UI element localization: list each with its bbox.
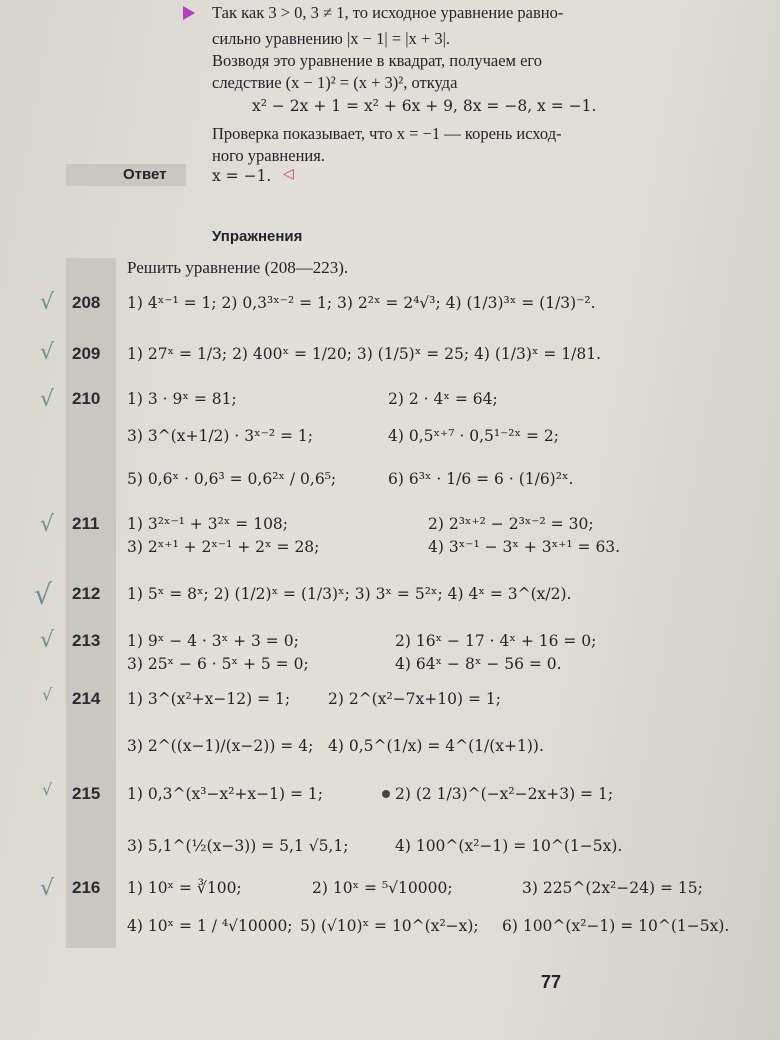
exercise-210-3: 3) 3^(x+1/2) · 3ˣ⁻² = 1; — [127, 427, 313, 445]
exercise-213-2: 2) 16ˣ − 17 · 4ˣ + 16 = 0; — [395, 632, 597, 650]
exercise-211-4: 4) 3ˣ⁻¹ − 3ˣ + 3ˣ⁺¹ = 63. — [428, 538, 621, 556]
exercise-216-2: 2) 10ˣ = ⁵√10000; — [312, 879, 453, 897]
exercise-215-4: 4) 100^(x²−1) = 10^(1−5x). — [395, 837, 623, 855]
end-of-example-icon: ◁ — [283, 166, 294, 182]
check-mark-icon: √ — [40, 340, 55, 365]
exercise-215-1: 1) 0,3^(x³−x²+x−1) = 1; — [127, 785, 323, 803]
exercise-212-text: 1) 5ˣ = 8ˣ; 2) (1/2)ˣ = (1/3)ˣ; 3) 3ˣ = 5²ˣ; 4) 4ˣ = 3^(x/2). — [127, 585, 572, 603]
exercise-209-text: 1) 27ˣ = 1/3; 2) 400ˣ = 1/20; 3) (1/5)ˣ = 25; 4) (1/3)ˣ = 1/81. — [127, 345, 602, 363]
section-subtitle: Решить уравнение (208—223). — [127, 258, 349, 277]
exercise-number: 210 — [72, 389, 101, 408]
answer-value: x = −1. — [212, 167, 272, 185]
check-mark-icon: √ — [34, 578, 52, 611]
exercise-216-1: 1) 10ˣ = ∛100; — [127, 879, 242, 897]
intro-line-3: Возводя это уравнение в квадрат, получаем его — [212, 51, 543, 70]
exercise-211-2: 2) 2³ˣ⁺² − 2³ˣ⁻² = 30; — [428, 515, 594, 533]
exercise-214-2: 2) 2^(x²−7x+10) = 1; — [328, 690, 501, 708]
intro-line-1: Так как 3 > 0, 3 ≠ 1, то исходное уравнение равно- — [212, 3, 564, 22]
check-mark-icon: √ — [40, 628, 55, 653]
answer-label: Ответ — [123, 166, 167, 183]
exercise-213-1: 1) 9ˣ − 4 · 3ˣ + 3 = 0; — [127, 632, 299, 650]
exercise-216-5: 5) (√10)ˣ = 10^(x²−x); — [300, 917, 479, 935]
exercise-213-4: 4) 64ˣ − 8ˣ − 56 = 0. — [395, 655, 562, 673]
exercise-210-5: 5) 0,6ˣ · 0,6³ = 0,6²ˣ / 0,6⁵; — [127, 470, 337, 488]
exercise-number: 212 — [72, 584, 101, 603]
exercise-number: 216 — [72, 878, 101, 897]
exercise-number: 213 — [72, 631, 101, 650]
section-title: Упражнения — [212, 228, 303, 245]
exercise-211-1: 1) 3²ˣ⁻¹ + 3²ˣ = 108; — [127, 515, 289, 533]
exercise-215-2: 2) (2 1/3)^(−x²−2x+3) = 1; — [395, 785, 614, 803]
exercise-number: 209 — [72, 344, 101, 363]
exercise-216-4: 4) 10ˣ = 1 / ⁴√10000; — [127, 917, 293, 935]
exercise-number: 211 — [72, 514, 100, 533]
check-mark-icon: √ — [40, 876, 55, 901]
intro-line-4: следствие (x − 1)² = (x + 3)², откуда — [212, 73, 458, 92]
exercise-210-2: 2) 2 · 4ˣ = 64; — [388, 390, 498, 408]
exercise-number: 208 — [72, 293, 101, 312]
exercise-number: 214 — [72, 689, 101, 708]
exercise-216-3: 3) 225^(2x²−24) = 15; — [522, 879, 703, 897]
exercise-215-3: 3) 5,1^(½(x−3)) = 5,1 √5,1; — [127, 837, 349, 855]
exercise-211-3: 3) 2ˣ⁺¹ + 2ˣ⁻¹ + 2ˣ = 28; — [127, 538, 320, 556]
exercise-214-3: 3) 2^((x−1)/(x−2)) = 4; — [127, 737, 314, 755]
page-number: 77 — [541, 972, 562, 992]
check-mark-icon: √ — [40, 512, 55, 537]
check-mark-icon: √ — [42, 780, 53, 799]
intro-line-7: ного уравнения. — [212, 146, 325, 165]
intro-line-6: Проверка показывает, что x = −1 — корень исход- — [212, 124, 562, 143]
example-marker-icon — [183, 6, 195, 20]
intro-line-5: x² − 2x + 1 = x² + 6x + 9, 8x = −8, x = −1. — [252, 97, 597, 115]
exercise-214-4: 4) 0,5^(1/x) = 4^(1/(x+1)). — [328, 737, 544, 755]
exercise-214-1: 1) 3^(x²+x−12) = 1; — [127, 690, 291, 708]
check-mark-icon: √ — [40, 387, 55, 412]
bullet-dot-icon — [382, 790, 390, 798]
check-mark-icon: √ — [40, 290, 55, 315]
exercise-208-text: 1) 4ˣ⁻¹ = 1; 2) 0,3³ˣ⁻² = 1; 3) 2²ˣ = 2⁴√³; 4) (1/3)³ˣ = (1/3)⁻². — [127, 294, 596, 312]
intro-line-2: сильно уравнению |x − 1| = |x + 3|. — [212, 29, 451, 48]
exercise-number: 215 — [72, 784, 101, 803]
exercise-216-6: 6) 100^(x²−1) = 10^(1−5x). — [502, 917, 730, 935]
exercise-210-4: 4) 0,5ˣ⁺⁷ · 0,5¹⁻²ˣ = 2; — [388, 427, 559, 445]
check-mark-icon: √ — [42, 685, 53, 704]
exercise-210-1: 1) 3 · 9ˣ = 81; — [127, 390, 237, 408]
exercise-213-3: 3) 25ˣ − 6 · 5ˣ + 5 = 0; — [127, 655, 309, 673]
exercise-210-6: 6) 6³ˣ · 1/6 = 6 · (1/6)²ˣ. — [388, 470, 574, 488]
